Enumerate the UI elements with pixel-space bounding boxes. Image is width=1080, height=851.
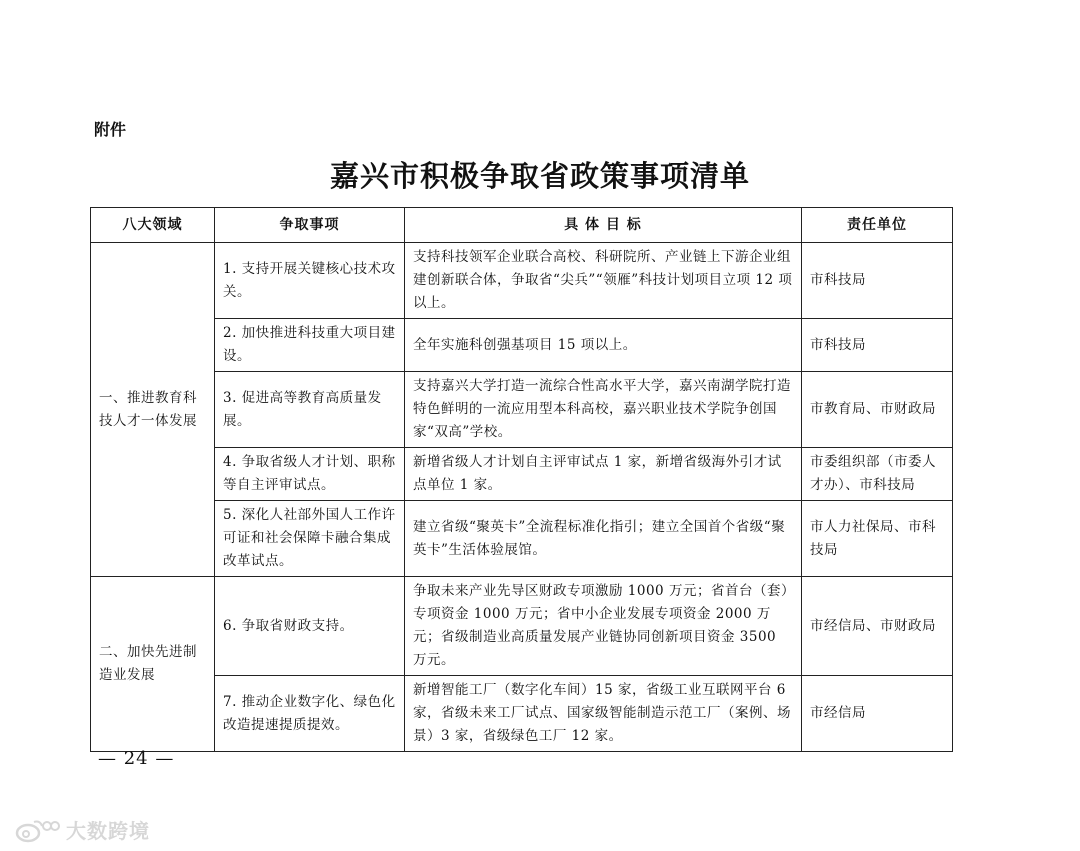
watermark bbox=[14, 815, 150, 844]
item-cell: 3. 促进高等教育高质量发展。 bbox=[215, 372, 405, 448]
item-cell: 1. 支持开展关键核心技术攻关。 bbox=[215, 243, 405, 319]
table-row bbox=[91, 448, 953, 501]
weibo-logo-icon bbox=[14, 817, 60, 843]
item-cell: 7. 推动企业数字化、绿色化改造提速提质提效。 bbox=[215, 676, 405, 752]
policy-table bbox=[90, 207, 953, 752]
unit-cell: 市科技局 bbox=[802, 243, 953, 319]
unit-cell: 市教育局、市财政局 bbox=[802, 372, 953, 448]
table-row bbox=[91, 243, 953, 319]
table-row bbox=[91, 676, 953, 752]
unit-cell: 市经信局、市财政局 bbox=[802, 577, 953, 676]
header-goal: 具 体 目 标 bbox=[405, 208, 802, 243]
item-cell: 5. 深化人社部外国人工作许可证和社会保障卡融合集成改革试点。 bbox=[215, 501, 405, 577]
table-row bbox=[91, 372, 953, 448]
unit-cell: 市委组织部（市委人才办）、市科技局 bbox=[802, 448, 953, 501]
attachment-label: 附件 bbox=[94, 120, 127, 139]
goal-cell: 全年实施科创强基项目 15 项以上。 bbox=[405, 319, 802, 372]
item-cell: 2. 加快推进科技重大项目建设。 bbox=[215, 319, 405, 372]
goal-cell: 争取未来产业先导区财政专项激励 1000 万元；省首台（套）专项资金 1000 万元；省中小企业发展专项资金 2000 万元；省级制造业高质量发展产业链协同创新项目资金 3500 万元。 bbox=[405, 577, 802, 676]
table-row bbox=[91, 501, 953, 577]
header-item: 争取事项 bbox=[215, 208, 405, 243]
goal-cell: 新增智能工厂（数字化车间）15 家，省级工业互联网平台 6 家，省级未来工厂试点、国家级智能制造示范工厂（案例、场景）3 家，省级绿色工厂 12 家。 bbox=[405, 676, 802, 752]
table-header-row bbox=[91, 208, 953, 243]
domain-cell: 二、加快先进制造业发展 bbox=[91, 577, 215, 752]
domain-cell: 一、推进教育科技人才一体发展 bbox=[91, 243, 215, 577]
goal-cell: 建立省级“聚英卡”全流程标准化指引；建立全国首个省级“聚英卡”生活体验展馆。 bbox=[405, 501, 802, 577]
page-number: — 24 — bbox=[98, 748, 175, 769]
unit-cell: 市科技局 bbox=[802, 319, 953, 372]
unit-cell: 市人力社保局、市科技局 bbox=[802, 501, 953, 577]
item-cell: 4. 争取省级人才计划、职称等自主评审试点。 bbox=[215, 448, 405, 501]
header-domain: 八大领域 bbox=[91, 208, 215, 243]
table-row bbox=[91, 319, 953, 372]
goal-cell: 新增省级人才计划自主评审试点 1 家，新增省级海外引才试点单位 1 家。 bbox=[405, 448, 802, 501]
goal-cell: 支持科技领军企业联合高校、科研院所、产业链上下游企业组建创新联合体，争取省“尖兵”“领雁”科技计划项目立项 12 项以上。 bbox=[405, 243, 802, 319]
watermark-text: 大数跨境 bbox=[66, 819, 150, 843]
goal-cell: 支持嘉兴大学打造一流综合性高水平大学，嘉兴南湖学院打造特色鲜明的一流应用型本科高校，嘉兴职业技术学院争创国家“双高”学校。 bbox=[405, 372, 802, 448]
table-row bbox=[91, 577, 953, 676]
document-title: 嘉兴市积极争取省政策事项清单 bbox=[329, 159, 750, 193]
item-cell: 6. 争取省财政支持。 bbox=[215, 577, 405, 676]
unit-cell: 市经信局 bbox=[802, 676, 953, 752]
header-unit: 责任单位 bbox=[802, 208, 953, 243]
